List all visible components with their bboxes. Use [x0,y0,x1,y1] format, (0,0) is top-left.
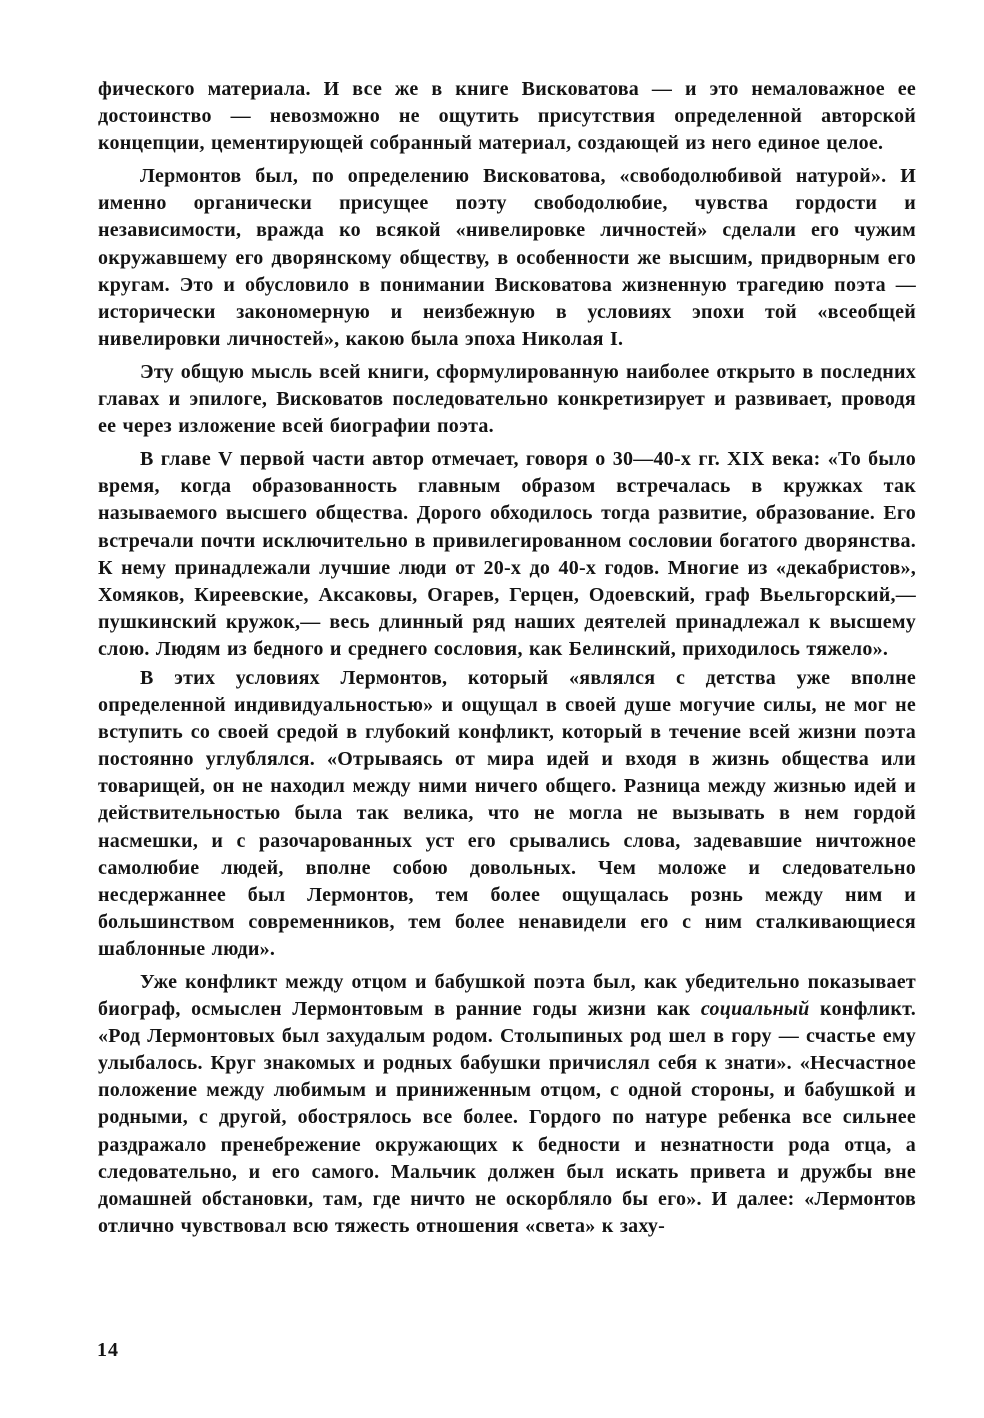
paragraph-6-part-2: конфликт. «Род Лермонтовых был захудалым родом. Столыпиных род шел в гору — счастье ему улыбалось. Круг знакомых и родных бабушки причислял себя к знати». «Несчастное положение между любимым и приниженным отцом, с одной стороны, и бабушкой и родными, с другой, обострялось все более. Гордого по натуре ребенка все сильнее раздражало пренебрежение окружающих к бедности и незнатности рода отца, а следовательно, и его самого. Мальчик должен был искать привета и дружбы вне домашней обстановки, там, где ничто не оскорбляло бы его». И далее: «Лермонтов отлично чувствовал всю тяжесть отношения «света» к заху- [98,998,917,1237]
paragraph-6 [98,969,916,1240]
paragraph-2: Лермонтов был, по определению Висковатова, «свободолюбивой натурой». И именно органически присущее поэту свободолюбие, чувства гордости и независимости, вражда ко всякой «нивелировке личностей» сделали его чужим окружавшему его дворянскому обществу, в особенности же высшим, придворным его кругам. Это и обусловило в понимании Висковатова жизненную трагедию поэта — исторически закономерную и неизбежную в условиях эпохи той «всеобщей нивелировки личностей», какою была эпоха Николая I. [98,165,916,350]
paragraph-1: фического материала. И все же в книге Висковатова — и это немаловажное ее достоинство — невозможно не ощутить присутствия определенной авторской концепции, цементирующей собранный материал, создающей из него единое целое. [98,78,916,155]
paragraph-4: В главе V первой части автор отмечает, говоря о 30—40-х гг. XIX века: «То было время, когда образованность главным образом встречалась в кружках так называемого высшего общества. Дорого обходилось тогда развитие, образование. Его встречали почти исключительно в привилегированном сословии богатого дворянства. К нему принадлежали лучшие люди от 20-х до 40-х годов. Многие из «декабристов», Хомяков, Киреевские, Аксаковы, Огарев, Герцен, Одоевский, граф Вьельгорский,— пушкинский кружок,— весь длинный ряд наших деятелей принадлежал к высшему слою. Людям из бедного и среднего сословия, как Белинский, приходилось тяжело». [98,448,916,660]
paragraph-3: Эту общую мысль всей книги, сформулированную наиболее открыто в последних главах и эпилоге, Висковатов последовательно конкретизирует и развивает, проводя ее через изложение всей биографии поэта. [98,360,916,438]
paragraph-6-emphasis: социальный [700,998,810,1021]
paragraph-5: В этих условиях Лермонтов, который «являлся с детства уже вполне определенной индивидуальностью» и ощущал в своей душе могучие силы, не мог не вступить со своей средой в глубокий конфликт, который в течение всей жизни поэта постоянно углублялся. «Отрываясь от мира идей и входя в жизнь общества или товарищей, он не находил между ними ничего общего. Разница между жизнью идей и действительностью была так велика, что не могла не вызывать в нем гордой насмешки, и с разочарованных уст его срывались слова, задевавшие ничтожное самолюбие людей, вполне собою довольных. Чем моложе и следовательно несдержаннее был Лермонтов, тем более ощущалась рознь между ним и большинством современников, тем более ненавидели его с ним сталкивающиеся шаблонные люди». [98,666,916,960]
page-number: 14 [97,1339,119,1361]
body-text [98,76,916,1246]
paragraph-6-part-1: Уже конфликт между отцом и бабушкой поэта был, как убедительно показывает биограф, осмыслен Лермонтовым в ранние годы жизни как [98,971,916,1021]
